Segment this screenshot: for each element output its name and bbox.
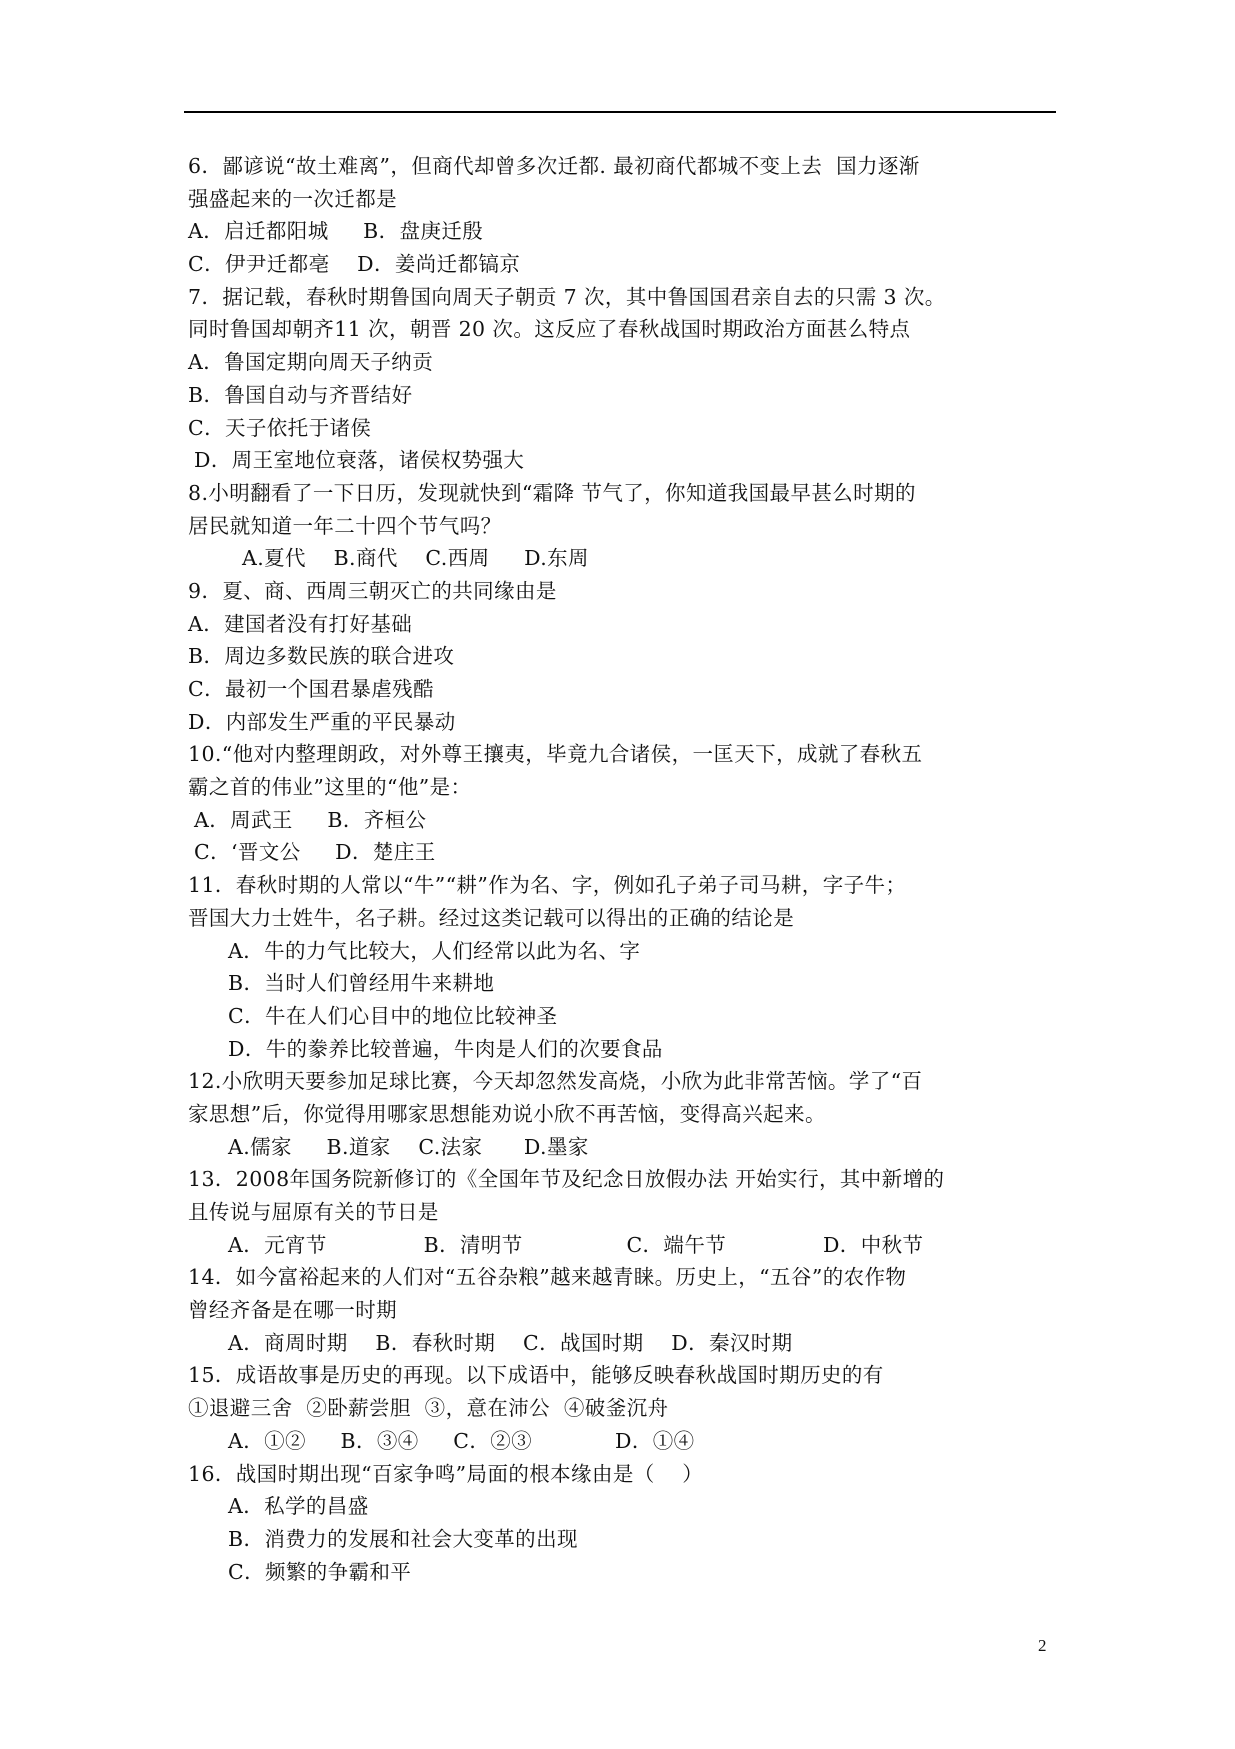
question-text xyxy=(188,150,1068,1588)
text-line: 家思想”后，你觉得用哪家思想能劝说小欣不再苦恼，变得高兴起来。 xyxy=(188,1101,826,1126)
text-line: A.夏代 B.商代 C.西周 D.东周 xyxy=(242,546,589,571)
text-line: 6．鄙谚说“故土难离”，但商代却曾多次迁都. 最初商代都城不变上去 国力逐渐 xyxy=(188,154,920,178)
header-rule xyxy=(184,111,1056,113)
text-line: 11．春秋时期的人常以“牛”“耕”作为名、字，例如孔子弟子司马耕，字子牛； xyxy=(188,873,907,898)
text-line: B．鲁国自动与齐晋结好 xyxy=(188,382,413,407)
text-line: 霸之首的伟业”这里的“他”是： xyxy=(188,775,472,800)
text-line: 13．2008年国务院新修订的《全国年节及纪念日放假办法 开始实行，其中新增的 xyxy=(188,1167,945,1192)
text-line: 且传说与屈原有关的节日是 xyxy=(188,1200,439,1224)
page-number: 2 xyxy=(1038,1636,1047,1655)
text-line: 10.“他对内整理朗政，对外尊王攘夷，毕竟九合诸侯，一匡天下，成就了春秋五 xyxy=(188,742,923,767)
text-line: C．牛在人们心目中的地位比较神圣 xyxy=(228,1003,558,1028)
text-line: 7．据记载，春秋时期鲁国向周天子朝贡 7 次，其中鲁国国君亲自去的只需 3 次。 xyxy=(188,284,946,309)
text-line: D．周王室地位衰落，诸侯权势强大 xyxy=(194,448,525,473)
text-line: B．当时人们曾经用牛来耕地 xyxy=(228,971,495,996)
text-line: A．启迁都阳城 B．盘庚迁殷 xyxy=(188,219,484,244)
text-line: 同时鲁国却朝齐11 次，朝晋 20 次。这反应了春秋战国时期政治方面甚么特点 xyxy=(188,317,911,342)
text-line: A．元宵节 B．清明节 C．端午节 D．中秋节 xyxy=(228,1232,924,1257)
text-line: D．内部发生严重的平民暴动 xyxy=(188,709,456,734)
text-line: C．最初一个国君暴虐残酷 xyxy=(188,677,434,701)
text-line: A．私学的昌盛 xyxy=(228,1494,369,1519)
text-line: 14．如今富裕起来的人们对“五谷杂粮”越来越青睐。历史上，“五谷”的农作物 xyxy=(188,1265,907,1290)
text-line: 晋国大力士姓牛，名子耕。经过这类记载可以得出的正确的结论是 xyxy=(188,905,795,930)
text-line: 曾经齐备是在哪一时期 xyxy=(188,1298,397,1323)
text-line: D．牛的豢养比较普遍，牛肉是人们的次要食品 xyxy=(228,1036,663,1061)
text-line: C．‘晋文公 D．楚庄王 xyxy=(194,840,436,865)
text-line: ①退避三舍 ②卧薪尝胆 ③，意在沛公 ④破釜沉舟 xyxy=(188,1396,669,1421)
text-line: 12.小欣明天要参加足球比赛，今天却忽然发高烧，小欣为此非常苦恼。学了“百 xyxy=(188,1069,923,1094)
text-line: A．鲁国定期向周天子纳贡 xyxy=(188,350,434,375)
text-line: 强盛起来的一次迁都是 xyxy=(188,186,397,211)
text-line: 16．战国时期出现“百家争鸣”局面的根本缘由是（ ） xyxy=(188,1461,704,1486)
text-line: C．频繁的争霸和平 xyxy=(228,1559,412,1584)
text-line: B．周边多数民族的联合进攻 xyxy=(188,644,455,669)
text-line: C．天子依托于诸侯 xyxy=(188,415,372,440)
text-line: A．建国者没有打好基础 xyxy=(188,611,413,636)
text-line: B．消费力的发展和社会大变革的出现 xyxy=(228,1526,578,1551)
text-line: 居民就知道一年二十四个节气吗？ xyxy=(188,513,502,538)
text-line: A．①② B．③④ C．②③ D．①④ xyxy=(228,1428,695,1453)
text-line: A．商周时期 B．春秋时期 C．战国时期 D．秦汉时期 xyxy=(228,1330,793,1355)
text-line: 8.小明翻看了一下日历，发现就快到“霜降 节气了，你知道我国最早甚么时期的 xyxy=(188,480,916,505)
text-line: A．牛的力气比较大，人们经常以此为名、字 xyxy=(228,938,641,963)
text-line: 9．夏、商、西周三朝灭亡的共同缘由是 xyxy=(188,578,557,603)
text-line: C．伊尹迁都亳 D．姜尚迁都镐京 xyxy=(188,252,521,277)
text-line: A.儒家 B.道家 C.法家 D.墨家 xyxy=(228,1134,589,1159)
text-line: 15．成语故事是历史的再现。以下成语中，能够反映春秋战国时期历史的有 xyxy=(188,1363,884,1388)
text-line: A．周武王 B．齐桓公 xyxy=(194,807,427,832)
